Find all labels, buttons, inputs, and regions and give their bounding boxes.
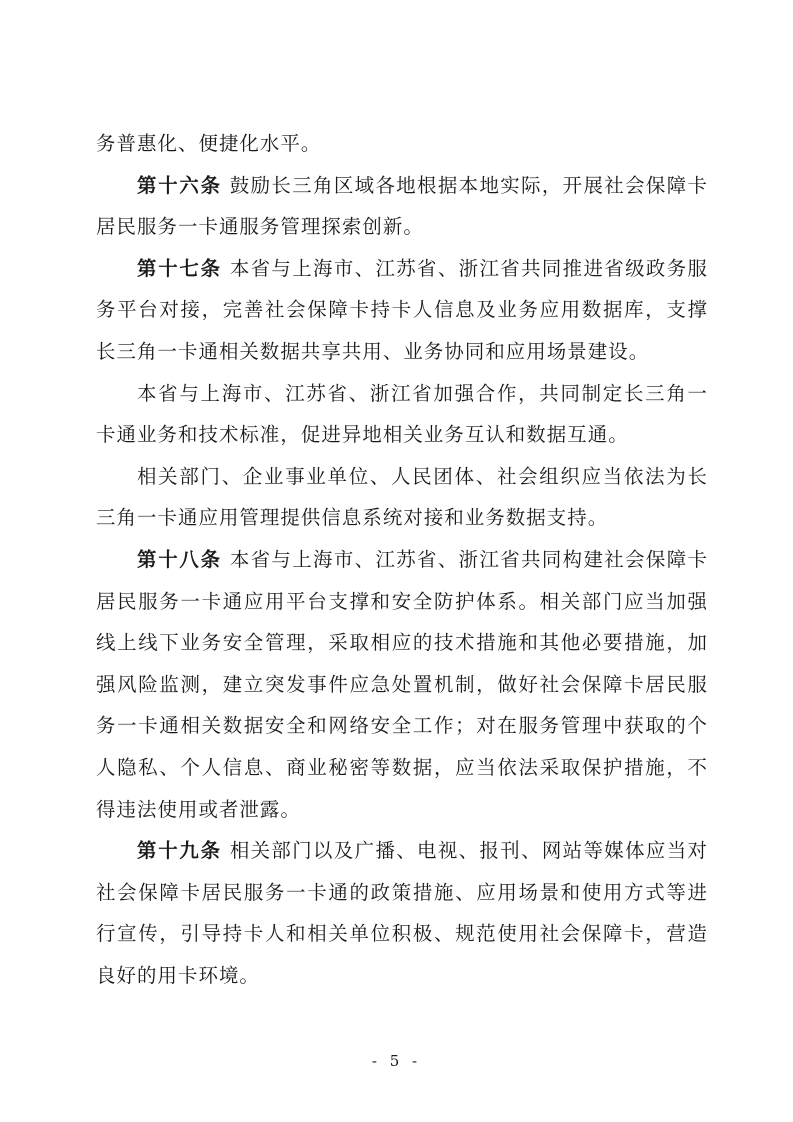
article-17 [96,248,708,373]
article-18 [96,539,708,830]
article-17-clause-3 [96,456,708,539]
article-19 [96,830,708,996]
paragraph-text: 本省与上海市、江苏省、浙江省共同构建社会保障卡居民服务一卡通应用平台支撑和安全防护体系。相关部门应当加强线上线下业务安全管理，采取相应的技术措施和其他必要措施，加强风险监测，建立突发事件应急处置机制，做好社会保障卡居民服务一卡通相关数据安全和网络安全工作；对在服务管理中获取的个人隐私、个人信息、商业秘密等数据，应当依法采取保护措施，不得违法使用或者泄露。 [96,547,708,821]
document-body [96,123,708,996]
article-number: 第十八条 [137,547,222,571]
article-17-clause-2 [96,373,708,456]
paragraph-text: 相关部门以及广播、电视、报刊、网站等媒体应当对社会保障卡居民服务一卡通的政策措施、应用场景和使用方式等进行宣传，引导持卡人和相关单位积极、规范使用社会保障卡，营造良好的用卡环境。 [96,839,708,987]
article-number: 第十六条 [137,173,222,197]
page-number: - 5 - [371,1052,422,1070]
paragraph-continuation [96,123,708,165]
article-number: 第十七条 [137,256,222,280]
paragraph-text: 相关部门、企业事业单位、人民团体、社会组织应当依法为长三角一卡通应用管理提供信息系统对接和业务数据支持。 [96,464,708,530]
paragraph-text: 务普惠化、便捷化水平。 [96,132,322,155]
article-16 [96,165,708,248]
paragraph-text: 鼓励长三角区域各地根据本地实际，开展社会保障卡居民服务一卡通服务管理探索创新。 [96,173,708,239]
paragraph-text: 本省与上海市、江苏省、浙江省共同推进省级政务服务平台对接，完善社会保障卡持卡人信息及业务应用数据库，支撑长三角一卡通相关数据共享共用、业务协同和应用场景建设。 [96,256,708,363]
paragraph-text: 本省与上海市、江苏省、浙江省加强合作，共同制定长三角一卡通业务和技术标准，促进异地相关业务互认和数据互通。 [96,381,708,447]
article-number: 第十九条 [137,839,222,863]
